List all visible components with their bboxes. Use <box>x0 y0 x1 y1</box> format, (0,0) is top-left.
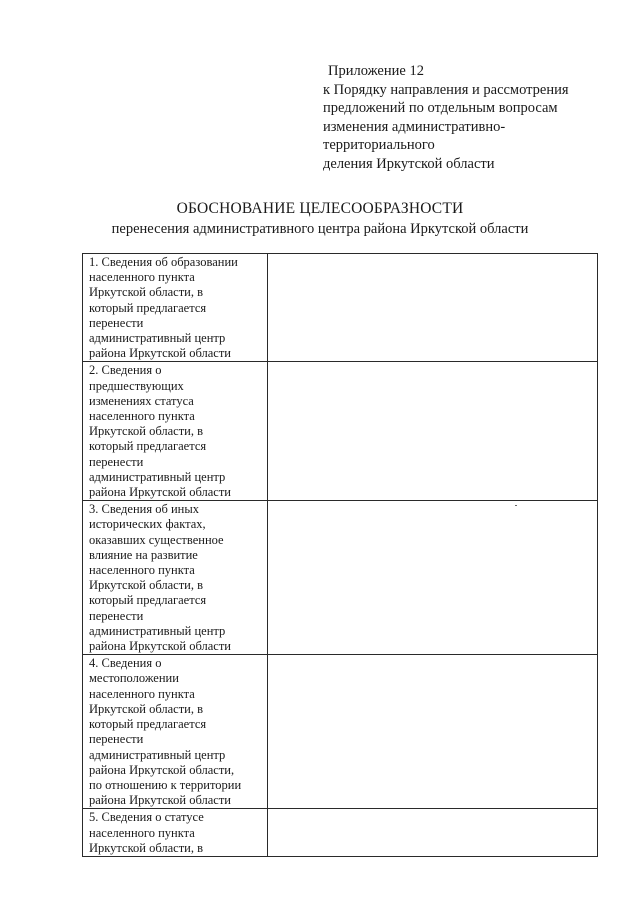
row-label-cell <box>83 655 268 809</box>
appendix-line: Приложение 12 <box>328 63 424 79</box>
row-label-line: который предлагается <box>89 439 207 454</box>
row-label-line: перенести <box>89 315 144 330</box>
row-label-cell <box>83 362 268 501</box>
row-label-line: населенного пункта <box>89 270 195 285</box>
row-value-cell[interactable] <box>268 809 598 857</box>
document-title: ОБОСНОВАНИЕ ЦЕЛЕСООБРАЗНОСТИ <box>176 200 464 217</box>
row-label-line: населенного пункта <box>89 563 195 578</box>
row-label-line: перенести <box>89 454 144 469</box>
row-label-line: района Иркутской области <box>89 793 231 808</box>
row-label-line: 1. Сведения об образовании <box>89 255 238 269</box>
row-label-line: перенести <box>89 608 144 623</box>
table-row <box>83 254 598 362</box>
appendix-line: к Порядку направления и рассмотрения <box>323 81 569 98</box>
row-label-line: местоположении <box>89 671 179 686</box>
justification-table <box>82 253 598 857</box>
row-label-line: Иркутской области, в <box>89 840 204 855</box>
row-label-line: административный центр <box>89 747 226 762</box>
row-label-line: влияние на развитие <box>89 547 198 562</box>
row-label-line: населенного пункта <box>89 825 195 840</box>
table-row <box>83 501 598 655</box>
row-label-line: который предлагается <box>89 717 207 732</box>
row-label-line: Иркутской области, в <box>89 578 204 593</box>
row-label-line: по отношению к территории <box>89 777 242 792</box>
appendix-block <box>323 62 618 174</box>
row-label-line: района Иркутской области <box>89 346 231 361</box>
row-label-line: населенного пункта <box>89 686 195 701</box>
row-label-line: Иркутской области, в <box>89 424 204 439</box>
scan-speck <box>515 505 517 506</box>
row-label-line: административный центр <box>89 469 226 484</box>
row-label-line: изменениях статуса <box>89 393 194 408</box>
row-value-cell[interactable] <box>268 254 598 362</box>
appendix-line: предложений по отдельным вопросам <box>323 100 558 117</box>
row-label-line: который предлагается <box>89 300 207 315</box>
row-label-cell <box>83 501 268 655</box>
row-label-line: населенного пункта <box>89 409 195 424</box>
row-label-cell <box>83 254 268 362</box>
appendix-line: деления Иркутской области <box>323 155 495 172</box>
row-label-line: 3. Сведения об иных <box>89 502 199 517</box>
row-label-line: 4. Сведения о <box>89 656 162 671</box>
row-label-line: который предлагается <box>89 593 207 608</box>
row-value-cell[interactable] <box>268 655 598 809</box>
row-label-line: Иркутской области, в <box>89 701 204 716</box>
table-row <box>83 362 598 501</box>
row-label-line: 5. Сведения о статусе <box>89 810 204 825</box>
row-label-line: предшествующих <box>89 378 184 393</box>
row-label-line: административный центр <box>89 623 226 638</box>
row-label-line: района Иркутской области, <box>89 762 235 777</box>
table-row <box>83 655 598 809</box>
row-value-cell[interactable] <box>268 362 598 501</box>
document-subtitle: перенесения административного центра района Иркутской области <box>111 221 529 237</box>
row-label-line: перенести <box>89 732 144 747</box>
appendix-line: территориального <box>323 137 435 154</box>
row-label-line: 2. Сведения о <box>89 363 162 378</box>
row-label-line: района Иркутской области <box>89 485 231 500</box>
row-label-line: оказавших существенное <box>89 532 224 547</box>
row-label-line: исторических фактах, <box>89 517 206 532</box>
row-label-line: административный центр <box>89 331 226 346</box>
appendix-line: изменения административно- <box>323 118 506 135</box>
row-label-cell <box>83 809 268 857</box>
table-row <box>83 809 598 857</box>
row-label-line: района Иркутской области <box>89 639 231 654</box>
row-value-cell[interactable] <box>268 501 598 655</box>
row-label-line: Иркутской области, в <box>89 285 204 300</box>
